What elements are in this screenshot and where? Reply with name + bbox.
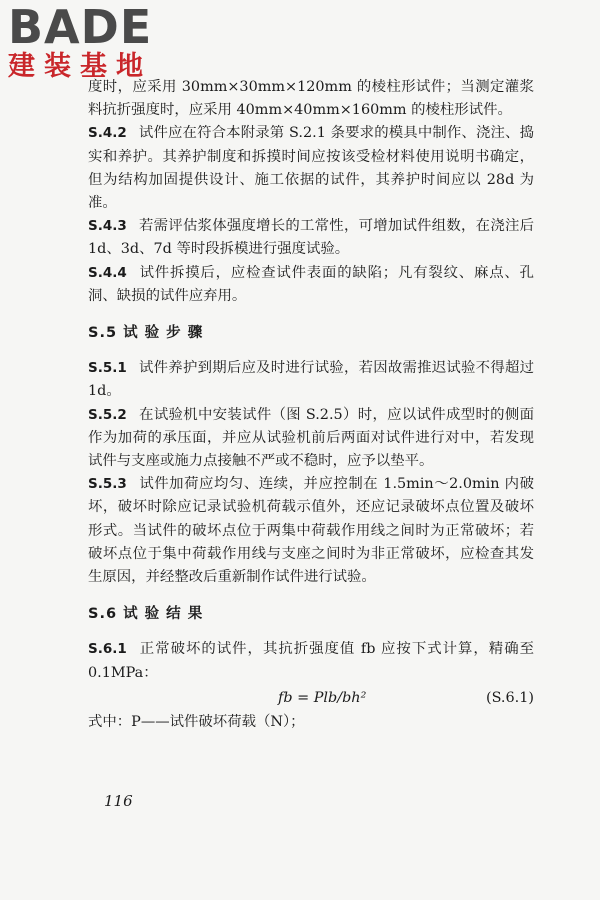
- clause-s-5-3: [88, 473, 534, 589]
- document-body: [88, 76, 534, 734]
- clause-number: S.4.2: [88, 125, 127, 142]
- formula-number: (S.6.1): [485, 689, 534, 706]
- clause-text: 正常破坏的试件，其抗折强度值 fb 应按下式计算，精确至 0.1MPa：: [88, 641, 534, 681]
- section-heading-s6: S.6 试 验 结 果: [88, 606, 204, 623]
- clause-number: S.5.1: [88, 360, 127, 377]
- clause-number: S.4.4: [88, 264, 127, 281]
- clause-text: 试件加荷应均匀、连续，并应控制在 1.5min～2.0min 内破坏，破坏时除应记录试验机荷载示值外，还应记录破坏点位置及破坏形式。当试件的破坏点位于两集中荷载作用线之间时为正常破坏；若破坏点位于集中荷载作用线与支座之间时为非正常破坏，应检查其发生原因，并经整改后重新制作试件进行试验。: [88, 476, 534, 586]
- clause-s-4-2: [88, 122, 534, 215]
- clause-text: 试件养护到期后应及时进行试验，若因故需推迟试验不得超过 1d。: [88, 360, 534, 400]
- clause-text: 试件拆摸后，应检查试件表面的缺陷；凡有裂纹、麻点、孔洞、缺损的试件应弃用。: [88, 264, 534, 304]
- clause-number: S.5.2: [88, 406, 127, 423]
- clause-s-4-4: [88, 262, 534, 308]
- page-number: 116: [104, 792, 133, 810]
- section-heading-s5: S.5 试 验 步 骤: [88, 325, 204, 342]
- formula-variable-definition: 式中：P——试件破坏荷载（N）；: [88, 713, 305, 730]
- clause-number: S.5.3: [88, 476, 127, 493]
- paragraph-continued: 度时，应采用 30mm×30mm×120mm 的棱柱形试件；当测定灌浆料抗折强度时，应采用 40mm×40mm×160mm 的棱柱形试件。: [88, 79, 534, 119]
- clause-text: 试件应在符合本附录第 S.2.1 条要求的模具中制作、浇注、捣实和养护。其养护制度和拆摸时间应按该受检材料使用说明书确定，但为结构加固提供设计、施工依据的试件，其养护时间应以 28d 为准。: [88, 125, 534, 212]
- clause-s-5-2: [88, 404, 534, 474]
- clause-text: 在试验机中安装试件（图 S.2.5）时，应以试件成型时的侧面作为加荷的承压面，并应从试验机前后两面对试件进行对中，若发现试件与支座或施力点接触不严或不稳时，应予以垫平。: [88, 406, 534, 470]
- clause-s-6-1: [88, 638, 534, 684]
- clause-number: S.6.1: [88, 641, 127, 658]
- clause-text: 若需评估浆体强度增长的工常性，可增加试件组数，在浇注后 1d、3d、7d 等时段拆模进行强度试验。: [88, 218, 534, 258]
- clause-number: S.4.3: [88, 218, 127, 235]
- formula-line: [88, 685, 534, 711]
- logo-chinese-text: 建装基地: [8, 51, 152, 82]
- clause-s-5-1: [88, 357, 534, 403]
- clause-s-4-3: [88, 215, 534, 261]
- formula-expression: fb = Plb/bh²: [278, 689, 367, 706]
- logo: [8, 0, 153, 83]
- logo-latin-text: BADE: [8, 0, 153, 54]
